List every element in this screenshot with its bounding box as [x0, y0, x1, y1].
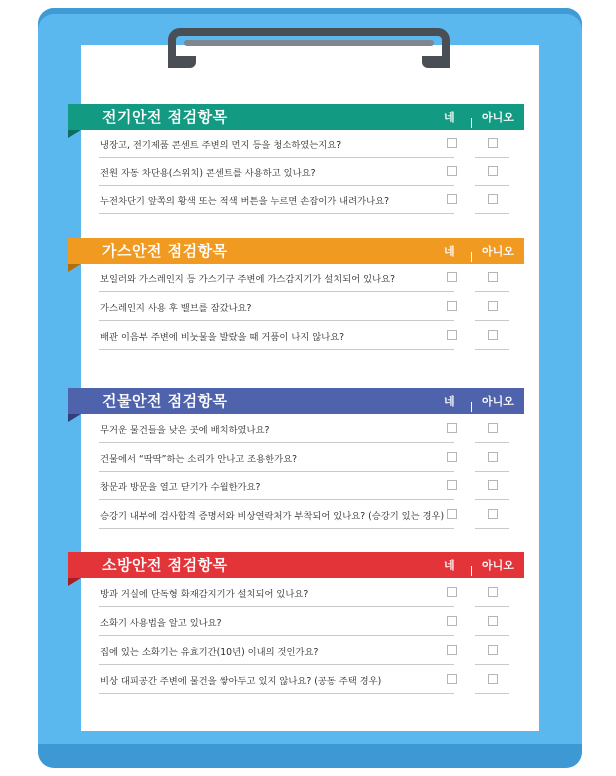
checklist-row	[99, 130, 509, 158]
row-underline	[99, 213, 454, 214]
checklist-question: 비상 대피공간 주변에 물건을 쌓아두고 있지 않나요? (공동 주택 경우)	[100, 676, 382, 687]
column-divider	[471, 566, 472, 576]
gas-banner-fold	[68, 264, 81, 272]
clipboard-clip-bar	[184, 40, 434, 46]
electric-banner-fold	[68, 130, 81, 138]
column-divider	[471, 118, 472, 128]
clipboard-board-edge	[38, 744, 582, 768]
no-checkbox[interactable]	[488, 674, 498, 684]
checklist-question: 누전차단기 앞쪽의 황색 또는 적색 버튼을 누르면 손잡이가 내려가나요?	[100, 196, 390, 207]
no-checkbox[interactable]	[488, 166, 498, 176]
row-underline	[99, 693, 454, 694]
no-checkbox[interactable]	[488, 645, 498, 655]
building-section-banner	[68, 388, 524, 414]
row-underline	[475, 664, 509, 665]
checklist-row	[99, 444, 509, 472]
row-underline	[475, 499, 509, 500]
yes-checkbox[interactable]	[447, 301, 457, 311]
checklist-row	[99, 415, 509, 443]
row-underline	[99, 606, 454, 607]
row-underline	[99, 291, 454, 292]
yes-checkbox[interactable]	[447, 272, 457, 282]
fire-banner-fold	[68, 578, 81, 586]
checklist-row	[99, 293, 509, 321]
row-underline	[475, 442, 509, 443]
checklist-row	[99, 322, 509, 350]
yes-checkbox[interactable]	[447, 480, 457, 490]
no-column-header: 아니오	[482, 395, 514, 408]
yes-checkbox[interactable]	[447, 509, 457, 519]
electric-section-banner	[68, 104, 524, 130]
row-underline	[475, 291, 509, 292]
fire-section-title: 소방안전 점검항목	[102, 556, 228, 574]
yes-column-header: 네	[444, 111, 455, 124]
checklist-row	[99, 666, 509, 694]
no-column-header: 아니오	[482, 559, 514, 572]
no-checkbox[interactable]	[488, 194, 498, 204]
building-section-title: 건물안전 점검항목	[102, 392, 228, 410]
row-underline	[99, 499, 454, 500]
no-column-header: 아니오	[482, 245, 514, 258]
clipboard-clip-left-foot	[168, 56, 196, 68]
checklist-question: 건물에서 “딱딱”하는 소리가 안나고 조용한가요?	[100, 454, 298, 465]
yes-checkbox[interactable]	[447, 587, 457, 597]
checklist-row	[99, 472, 509, 500]
yes-checkbox[interactable]	[447, 330, 457, 340]
electric-section-title: 전기안전 점검항목	[102, 108, 228, 126]
checklist-question: 전원 자동 차단용(스위치) 콘센트를 사용하고 있나요?	[100, 168, 316, 179]
checklist-row	[99, 501, 509, 529]
row-underline	[475, 693, 509, 694]
gas-section-title: 가스안전 점검항목	[102, 242, 228, 260]
row-underline	[475, 349, 509, 350]
row-underline	[475, 635, 509, 636]
no-checkbox[interactable]	[488, 509, 498, 519]
checklist-question: 보일러와 가스레인지 등 가스기구 주변에 가스감지기가 설치되어 있나요?	[100, 274, 396, 285]
checklist-row	[99, 264, 509, 292]
yes-column-header: 네	[444, 245, 455, 258]
no-checkbox[interactable]	[488, 423, 498, 433]
yes-checkbox[interactable]	[447, 166, 457, 176]
checklist-question: 소화기 사용법을 알고 있나요?	[100, 618, 222, 629]
no-checkbox[interactable]	[488, 587, 498, 597]
checklist-question: 창문과 방문을 열고 닫기가 수월한가요?	[100, 482, 261, 493]
yes-column-header: 네	[444, 559, 455, 572]
yes-checkbox[interactable]	[447, 423, 457, 433]
yes-checkbox[interactable]	[447, 138, 457, 148]
checklist-row	[99, 637, 509, 665]
row-underline	[99, 635, 454, 636]
building-banner-fold	[68, 414, 81, 422]
no-checkbox[interactable]	[488, 272, 498, 282]
checklist-question: 승강기 내부에 검사합격 증명서와 비상연락처가 부착되어 있나요? (승강기 있는 경우)	[100, 511, 445, 522]
row-underline	[475, 606, 509, 607]
no-checkbox[interactable]	[488, 480, 498, 490]
row-underline	[475, 320, 509, 321]
checklist-question: 무거운 물건들을 낮은 곳에 배치하였나요?	[100, 425, 270, 436]
column-divider	[471, 252, 472, 262]
yes-checkbox[interactable]	[447, 616, 457, 626]
yes-checkbox[interactable]	[447, 194, 457, 204]
yes-column-header: 네	[444, 395, 455, 408]
no-checkbox[interactable]	[488, 138, 498, 148]
row-underline	[99, 442, 454, 443]
yes-checkbox[interactable]	[447, 645, 457, 655]
column-divider	[471, 402, 472, 412]
gas-section-banner	[68, 238, 524, 264]
fire-section-banner	[68, 552, 524, 578]
row-underline	[99, 664, 454, 665]
no-checkbox[interactable]	[488, 452, 498, 462]
checklist-question: 방과 거실에 단독형 화재감지기가 설치되어 있나요?	[100, 589, 309, 600]
checklist-row	[99, 186, 509, 214]
clipboard-clip-right-foot	[422, 56, 450, 68]
row-underline	[99, 320, 454, 321]
checklist-question: 냉장고, 전기제품 콘센트 주변의 먼지 등을 청소하였는지요?	[100, 140, 342, 151]
no-column-header: 아니오	[482, 111, 514, 124]
checklist-question: 가스레인지 사용 후 밸브를 잠갔나요?	[100, 303, 252, 314]
yes-checkbox[interactable]	[447, 452, 457, 462]
checklist-row	[99, 158, 509, 186]
row-underline	[475, 528, 509, 529]
no-checkbox[interactable]	[488, 301, 498, 311]
checklist-question: 집에 있는 소화기는 유효기간(10년) 이내의 것인가요?	[100, 647, 319, 658]
no-checkbox[interactable]	[488, 616, 498, 626]
clipboard-clip	[168, 28, 450, 68]
checklist-row	[99, 608, 509, 636]
checklist-row	[99, 579, 509, 607]
row-underline	[475, 213, 509, 214]
no-checkbox[interactable]	[488, 330, 498, 340]
row-underline	[99, 349, 454, 350]
checklist-question: 배관 이음부 주변에 비눗물을 발랐을 때 거품이 나지 않나요?	[100, 332, 345, 343]
row-underline	[99, 528, 454, 529]
yes-checkbox[interactable]	[447, 674, 457, 684]
